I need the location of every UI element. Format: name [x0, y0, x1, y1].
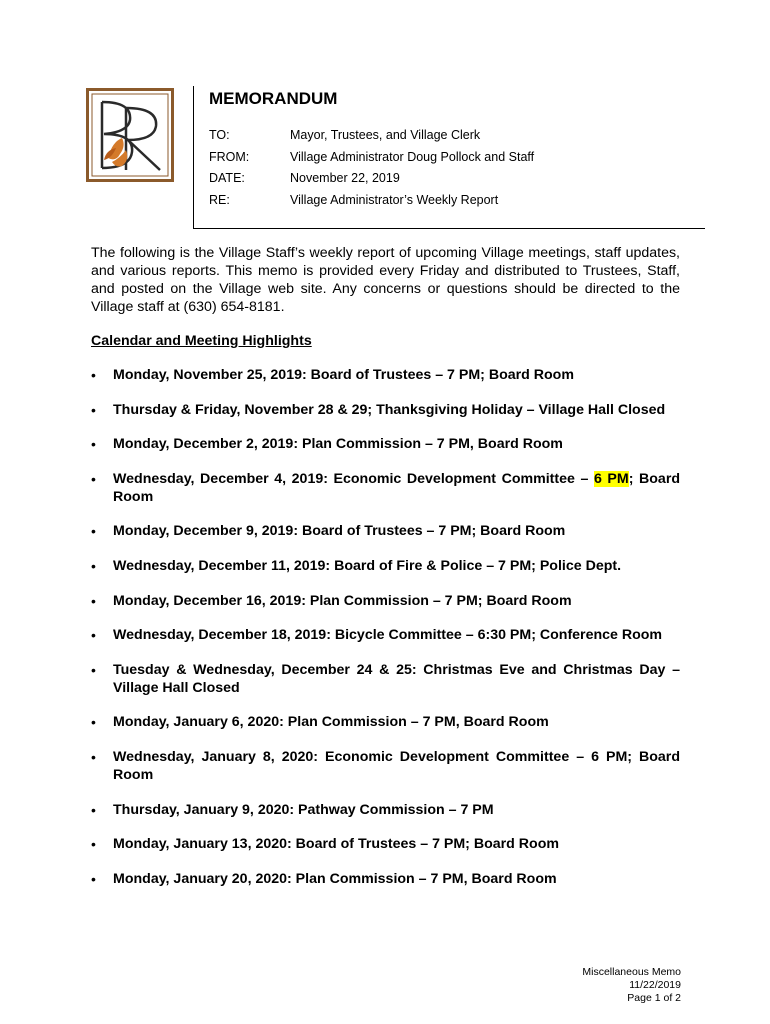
event-text: Monday, November 25, 2019: Board of Trustees – 7 PM; Board Room — [113, 367, 574, 383]
section-title: Calendar and Meeting Highlights — [91, 333, 312, 349]
event-text-pre: Wednesday, December 4, 2019: Economic Development Committee – — [113, 470, 594, 487]
header-horizontal-rule — [193, 228, 705, 229]
event-item — [91, 626, 680, 644]
bullet-icon: • — [91, 523, 96, 540]
event-text: Thursday, January 9, 2020: Pathway Commission – 7 PM — [113, 801, 494, 818]
event-text: Monday, January 20, 2020: Plan Commission – 7 PM, Board Room — [113, 870, 557, 887]
logo-graphic — [86, 88, 174, 182]
bullet-icon: • — [91, 870, 96, 887]
footer-page-number: Page 1 of 2 — [627, 992, 681, 1004]
memo-to-value: Mayor, Trustees, and Village Clerk — [290, 128, 481, 142]
memo-from-value: Village Administrator Doug Pollock and Staff — [290, 149, 535, 164]
event-item — [91, 470, 680, 506]
event-text: Monday, December 16, 2019: Plan Commission – 7 PM; Board Room — [113, 592, 572, 609]
memo-header-fields — [209, 126, 534, 212]
memo-date-value: November 22, 2019 — [290, 171, 400, 185]
event-item — [91, 435, 680, 453]
event-item — [91, 522, 680, 540]
bullet-icon: • — [91, 627, 96, 644]
intro-paragraph: The following is the Village Staff’s weekly report of upcoming Village meetings, staff updates, and various reports. This memo is provided every Friday and distributed to Trustees, Staff, and posted on the Village web site. Any concerns or questions should be directed to the Village staff at (630) 654-8181. — [91, 245, 680, 315]
memo-date-row — [209, 169, 534, 191]
memo-from-row — [209, 148, 534, 170]
memo-to-label: TO: — [209, 128, 230, 142]
highlighted-time: 6 PM — [593, 470, 629, 487]
bullet-icon: • — [91, 557, 96, 574]
event-text: Wednesday, December 18, 2019: Bicycle Committee – 6:30 PM; Conference Room — [113, 627, 663, 644]
event-item — [91, 748, 680, 784]
memo-date-label: DATE: — [209, 171, 245, 185]
event-text-post: ; Board Room — [113, 470, 681, 505]
village-logo — [86, 88, 174, 182]
event-text: Thursday & Friday, November 28 & 29; Thanksgiving Holiday – Village Hall Closed — [113, 401, 666, 418]
memo-re-value: Village Administrator’s Weekly Report — [290, 192, 499, 207]
event-item — [91, 557, 680, 575]
bullet-icon: • — [91, 401, 96, 418]
bullet-icon: • — [91, 592, 96, 609]
event-item — [91, 661, 680, 697]
bullet-icon: • — [91, 436, 96, 453]
header-vertical-rule — [193, 86, 194, 229]
event-text: Wednesday, January 8, 2020: Economic Development Committee – 6 PM; Board Room — [113, 748, 680, 783]
event-item — [91, 592, 680, 610]
memo-to-row — [209, 126, 534, 148]
event-text: Monday, January 13, 2020: Board of Trustees – 7 PM; Board Room — [113, 836, 559, 853]
bullet-icon: • — [91, 470, 96, 487]
event-item — [91, 366, 680, 384]
event-text: Monday, January 6, 2020: Plan Commission – 7 PM, Board Room — [113, 714, 549, 731]
event-text: Monday, December 9, 2019: Board of Trustees – 7 PM; Board Room — [113, 523, 566, 540]
footer-date: 11/22/2019 — [629, 979, 681, 991]
event-item — [91, 401, 680, 419]
event-item — [91, 835, 680, 853]
event-text: Tuesday & Wednesday, December 24 & 25: Christmas Eve and Christmas Day – Village Hall Closed — [113, 661, 680, 696]
event-item — [91, 870, 680, 888]
event-text: Monday, December 2, 2019: Plan Commission – 7 PM, Board Room — [113, 436, 563, 453]
memo-title: MEMORANDUM — [209, 89, 338, 108]
bullet-icon: • — [91, 661, 96, 678]
event-list — [91, 366, 680, 904]
memo-re-row — [209, 191, 534, 213]
event-item — [91, 801, 680, 819]
footer-doc-name: Miscellaneous Memo — [582, 966, 681, 978]
event-item — [91, 713, 680, 731]
bullet-icon: • — [91, 836, 96, 853]
bullet-icon: • — [91, 801, 96, 818]
bullet-icon: • — [91, 748, 96, 765]
bullet-icon: • — [91, 367, 96, 383]
memo-re-label: RE: — [209, 192, 230, 207]
event-text: Wednesday, December 11, 2019: Board of Fire & Police – 7 PM; Police Dept. — [113, 557, 622, 574]
page-footer — [582, 966, 681, 1005]
bullet-icon: • — [91, 714, 96, 731]
memo-from-label: FROM: — [209, 149, 250, 164]
